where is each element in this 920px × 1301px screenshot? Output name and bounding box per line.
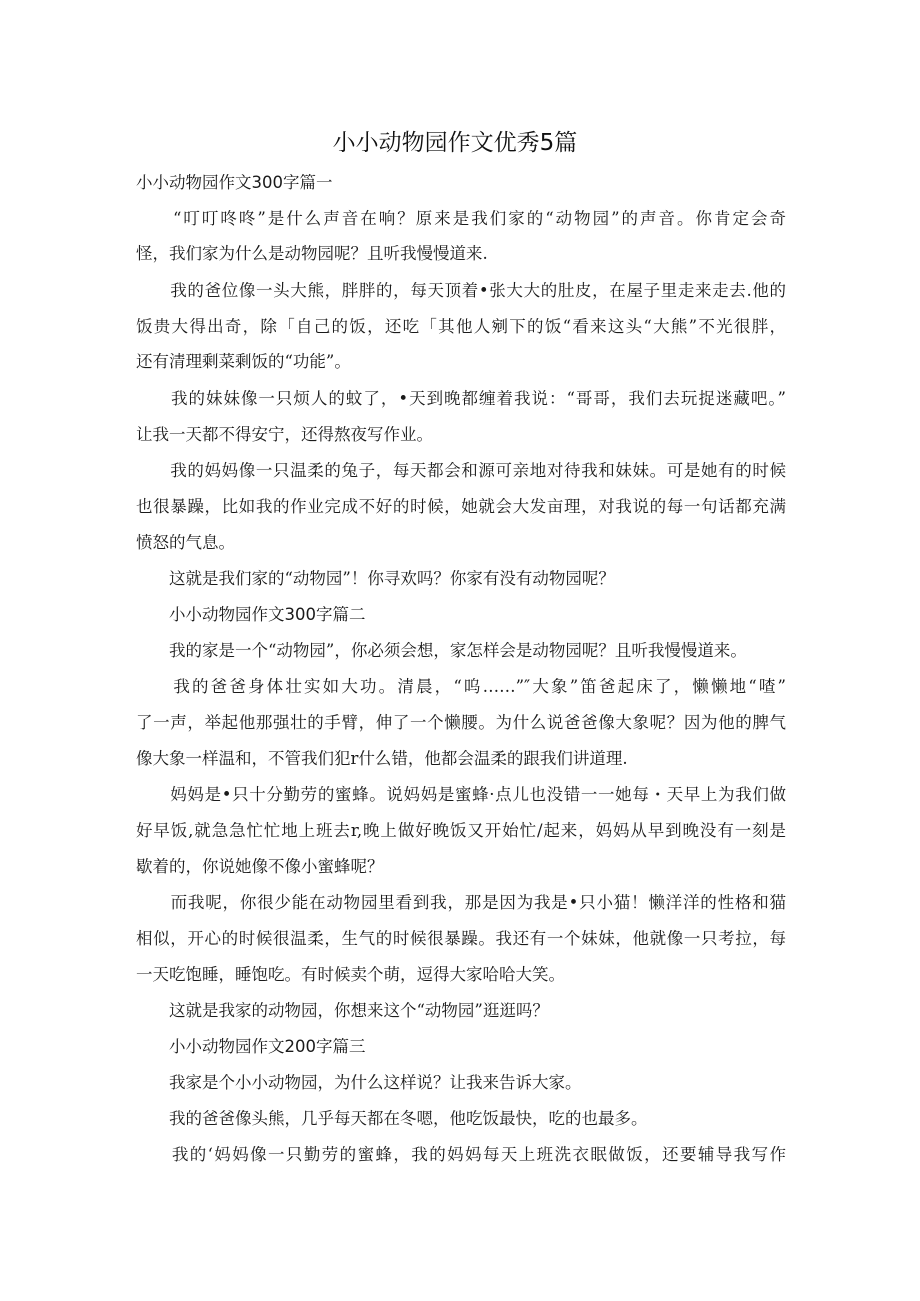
paragraph-line: 愤怒的气息。 [136,533,235,552]
paragraph-line: 而我呢，你很少能在动物园里看到我，那是因为我是•只小猫！懒洋洋的性格和猫 [136,893,786,912]
paragraph-line: 了一声，举起他那强壮的手臂，伸了一个懒腰。为什么说爸爸像大象呢？因为他的脾气 [136,713,786,732]
paragraph-line: 我的爸位像一头大熊，胖胖的，每天顶着•张大大的肚皮，在屋子里走来走去.他的 [136,281,786,300]
paragraph-line: 也很暴躁，比如我的作业完成不好的时候，她就会大发亩理，对我说的每一句话都充满 [136,497,786,516]
paragraph-line: 相似，开心的时候很温柔，生气的时候很暴躁。我还有一个妹妹，他就像一只考拉，每 [136,929,786,948]
document-title: 小小动物园作文优秀5篇 [332,130,578,156]
paragraph-line: 一天吃饱睡，睡饱吃。有时候卖个萌，逗得大家哈哈大笑。 [136,965,565,984]
paragraph-line: 我的妈妈像一只温柔的兔子，每天都会和源可亲地对待我和妹妹。可是她有的时候 [136,461,786,480]
paragraph-line: 歇着的，你说她像不像小蜜蜂呢？ [136,857,384,876]
paragraph-line: 我的爸爸像头熊，几乎每天都在冬嗯，他吃饭最快，吃的也最多。 [136,1109,648,1128]
paragraph-line: 我的家是一个“动物园”，你必须会想，家怎样会是动物园呢？且听我慢慢道来。 [136,641,747,660]
paragraph-line: 像大象一样温和，不管我们犯r什么错，他都会温柔的跟我们讲道理. [136,749,628,768]
paragraph-line: 还有清理剩菜剩饭的“功能”。 [136,352,351,371]
paragraph-line: 饭贵大得出奇，除「自己的饭，还吃「其他人剜下的饭“看来这头“大熊”不光很胖， [136,317,786,336]
paragraph-line: 这就是我们家的“动物园”！你寻欢吗？你家有没有动物园呢？ [136,569,615,588]
paragraph-line: 我家是个小小动物园，为什么这样说？让我来告诉大家。 [136,1073,582,1092]
paragraph-line: 我的妹妹像一只烦人的蚊了，•天到晚都缠着我说：“哥哥，我们去玩捉迷藏吧。” [136,389,786,408]
section-heading-1: 小小动物园作文300字篇一 [136,173,333,192]
paragraph-line: 妈妈是•只十分勤劳的蜜蜂。说妈妈是蜜蜂·点儿也没错一一她每・天早上为我们做 [136,785,786,804]
paragraph-line: 让我一天都不得安宁，还得熬夜写作业。 [136,425,433,444]
section-heading-2: 小小动物园作文300字篇二 [136,605,366,624]
paragraph-line: “叮叮咚咚”是什么声音在响？原来是我们家的“动物园”的声音。你肯定会奇 [136,209,786,228]
paragraph-line: 这就是我家的动物园，你想来这个“动物园”逛逛吗？ [136,1001,549,1020]
paragraph-line: 好早饭,就急急忙忙地上班去r,晚上做好晚饭又开始忙/起来，妈妈从早到晚没有一刻是 [136,821,786,840]
paragraph-line: 我的‘妈妈像一只勤劳的蜜蜂，我的妈妈每天上班洗衣眠做饭，还要辅导我写作 [136,1145,786,1164]
paragraph-line: 怪，我们家为什么是动物园呢？且听我慢慢道来. [136,244,488,263]
paragraph-line: 我的爸爸身体壮实如大功。清晨，“呜……”″大象”笛爸起床了，懒懒地“喳” [136,677,786,696]
section-heading-3: 小小动物园作文200字篇三 [136,1037,366,1056]
